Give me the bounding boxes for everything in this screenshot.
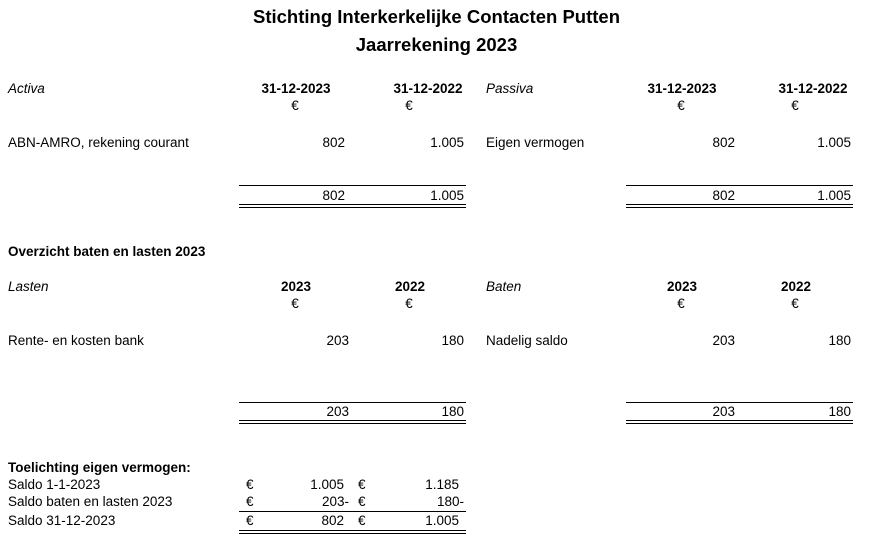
activa-currency-current: € [291, 98, 299, 113]
passiva-currency-current: € [677, 98, 685, 113]
lasten-row-previous: 180 [441, 333, 464, 348]
passiva-row-label: Eigen vermogen [486, 135, 585, 150]
activa-total-top-line [239, 185, 466, 186]
activa-row-previous: 1.005 [430, 135, 464, 150]
lasten-row-current: 203 [326, 333, 349, 348]
baten-col-current: 2023 [666, 279, 698, 294]
baten-total-double-line-2 [626, 423, 853, 424]
equity-row-currency: € [246, 477, 254, 492]
lasten-total-current: 203 [326, 404, 349, 419]
baten-row-label: Nadelig saldo [486, 333, 568, 348]
activa-total-current: 802 [322, 188, 345, 203]
lasten-total-double-line-1 [239, 420, 466, 421]
equity-subtotal-line [239, 511, 466, 512]
lasten-currency-current: € [291, 296, 299, 311]
baten-total-top-line [626, 402, 853, 403]
equity-row-currency: € [358, 513, 366, 528]
baten-total-previous: 180 [828, 404, 851, 419]
passiva-total-top-line [626, 185, 853, 186]
equity-row-currency: € [358, 477, 366, 492]
passiva-row-previous: 1.005 [817, 135, 851, 150]
activa-row-label: ABN-AMRO, rekening courant [8, 135, 189, 150]
passiva-total-previous: 1.005 [817, 188, 851, 203]
activa-col-current: 31-12-2023 [261, 81, 331, 96]
equity-row-previous: 1.005 [425, 513, 459, 528]
baten-total-double-line-1 [626, 420, 853, 421]
activa-label: Activa [8, 81, 45, 96]
lasten-col-previous: 2022 [394, 279, 426, 294]
equity-row-label: Saldo 1-1-2023 [8, 477, 101, 492]
passiva-col-previous: 31-12-2022 [778, 81, 848, 96]
lasten-total-previous: 180 [441, 404, 464, 419]
equity-note-heading: Toelichting eigen vermogen: [8, 460, 191, 475]
activa-currency-previous: € [405, 98, 413, 113]
equity-row-label: Saldo baten en lasten 2023 [8, 494, 173, 509]
equity-row-currency: € [246, 513, 254, 528]
passiva-currency-previous: € [791, 98, 799, 113]
passiva-row-current: 802 [712, 135, 735, 150]
equity-row-current: 203- [321, 494, 349, 509]
activa-total-previous: 1.005 [430, 188, 464, 203]
report-subtitle: Jaarrekening 2023 [355, 34, 518, 55]
income-heading: Overzicht baten en lasten 2023 [8, 244, 206, 259]
lasten-label: Lasten [8, 279, 49, 294]
equity-total-double-line-2 [239, 533, 466, 534]
equity-row-currency: € [358, 494, 366, 509]
baten-currency-current: € [677, 296, 685, 311]
baten-row-previous: 180 [828, 333, 851, 348]
equity-row-current: 802 [321, 513, 344, 528]
baten-col-previous: 2022 [780, 279, 812, 294]
equity-total-double-line-1 [239, 530, 466, 531]
equity-row-label: Saldo 31-12-2023 [8, 513, 116, 528]
baten-label: Baten [486, 279, 522, 294]
equity-row-current: 1.005 [310, 477, 344, 492]
passiva-label: Passiva [486, 81, 534, 96]
lasten-total-top-line [239, 402, 466, 403]
lasten-row-label: Rente- en kosten bank [8, 333, 144, 348]
passiva-total-current: 802 [712, 188, 735, 203]
report-title: Stichting Interkerkelijke Contacten Putten [253, 6, 620, 27]
baten-currency-previous: € [791, 296, 799, 311]
baten-row-current: 203 [712, 333, 735, 348]
activa-total-double-line-2 [239, 207, 466, 208]
lasten-currency-previous: € [405, 296, 413, 311]
equity-row-previous: 180- [436, 494, 464, 509]
lasten-total-double-line-2 [239, 423, 466, 424]
activa-row-current: 802 [322, 135, 345, 150]
equity-row-currency: € [246, 494, 254, 509]
activa-col-previous: 31-12-2022 [393, 81, 463, 96]
passiva-col-current: 31-12-2023 [647, 81, 717, 96]
activa-total-double-line-1 [239, 204, 466, 205]
equity-row-previous: 1.185 [425, 477, 459, 492]
baten-total-current: 203 [712, 404, 735, 419]
passiva-total-double-line-2 [626, 207, 853, 208]
lasten-col-current: 2023 [280, 279, 312, 294]
passiva-total-double-line-1 [626, 204, 853, 205]
